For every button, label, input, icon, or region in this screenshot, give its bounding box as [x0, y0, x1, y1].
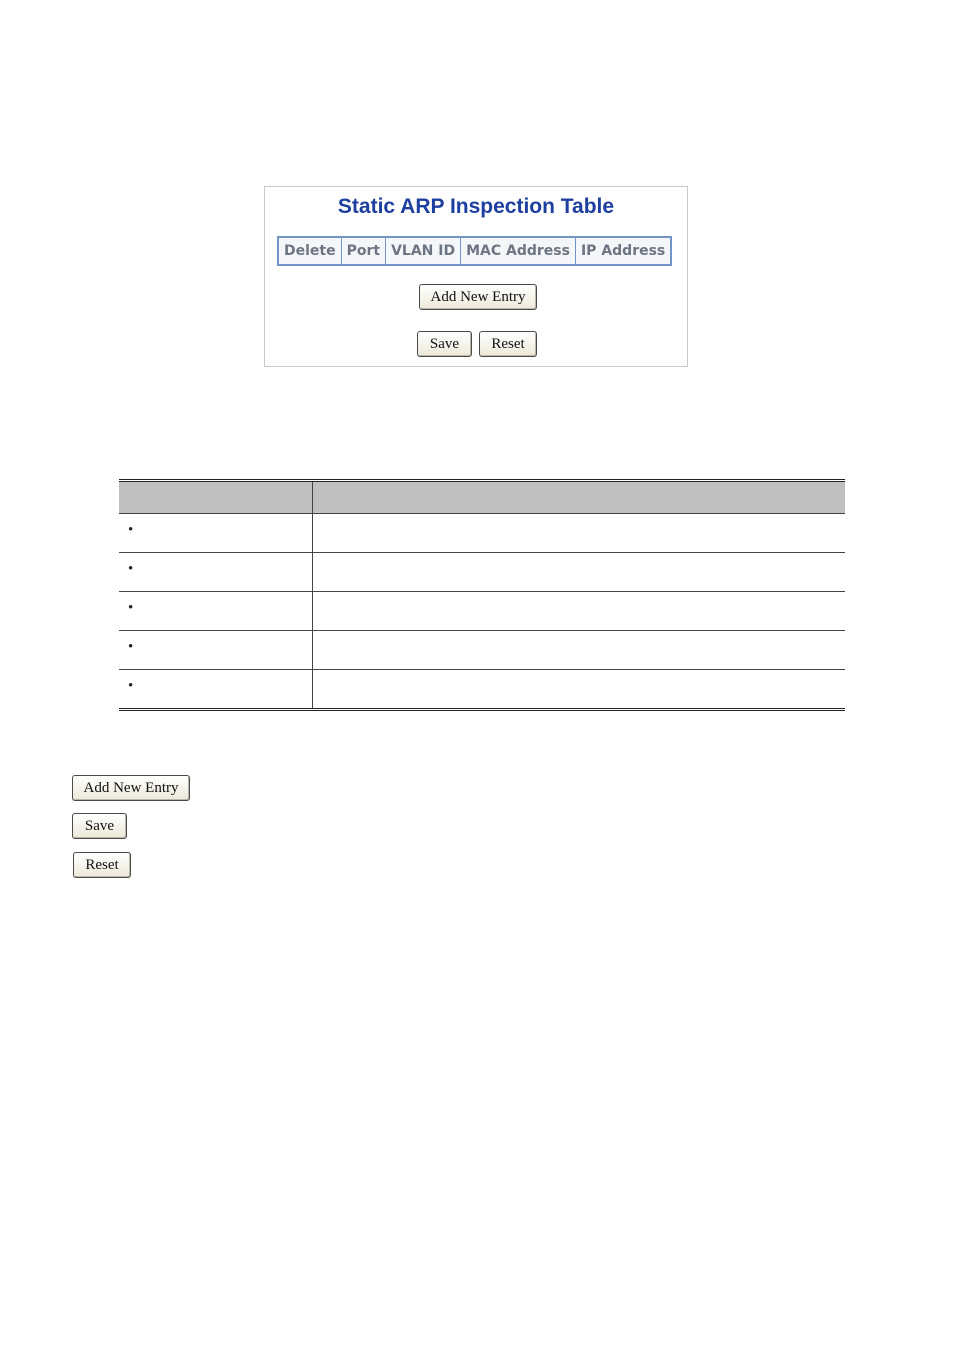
header-description	[313, 482, 845, 513]
save-button[interactable]: Save	[417, 331, 472, 357]
row-description	[313, 514, 845, 552]
save-button[interactable]: Save	[72, 813, 127, 839]
column-ip-address: IP Address	[575, 237, 671, 265]
row-description	[313, 553, 845, 591]
reset-button[interactable]: Reset	[479, 331, 537, 357]
column-vlan-id: VLAN ID	[386, 237, 461, 265]
row-object	[119, 631, 313, 669]
panel-title: Static ARP Inspection Table	[337, 195, 615, 218]
table-header-row	[278, 237, 671, 265]
table-row	[119, 631, 845, 670]
add-new-entry-button[interactable]: Add New Entry	[419, 284, 537, 310]
object-description-table	[119, 479, 845, 711]
row-description	[313, 670, 845, 708]
bullet-icon: •	[128, 600, 134, 616]
bullet-icon: •	[128, 561, 134, 577]
table-row	[119, 514, 845, 553]
column-delete: Delete	[278, 237, 341, 265]
row-description	[313, 592, 845, 630]
row-description	[313, 631, 845, 669]
row-object	[119, 514, 313, 552]
table-row	[119, 592, 845, 631]
static-arp-panel	[264, 186, 688, 367]
bullet-icon: •	[128, 522, 134, 538]
static-arp-table	[277, 236, 672, 266]
row-object	[119, 592, 313, 630]
row-object	[119, 553, 313, 591]
bullet-icon: •	[128, 639, 134, 655]
add-new-entry-button[interactable]: Add New Entry	[72, 775, 190, 801]
row-object	[119, 670, 313, 708]
reset-button[interactable]: Reset	[73, 852, 131, 878]
column-mac-address: MAC Address	[461, 237, 576, 265]
table-row	[119, 670, 845, 708]
bullet-icon: •	[128, 678, 134, 694]
description-table-header	[119, 482, 845, 514]
header-object	[119, 482, 313, 513]
column-port: Port	[341, 237, 385, 265]
table-row	[119, 553, 845, 592]
